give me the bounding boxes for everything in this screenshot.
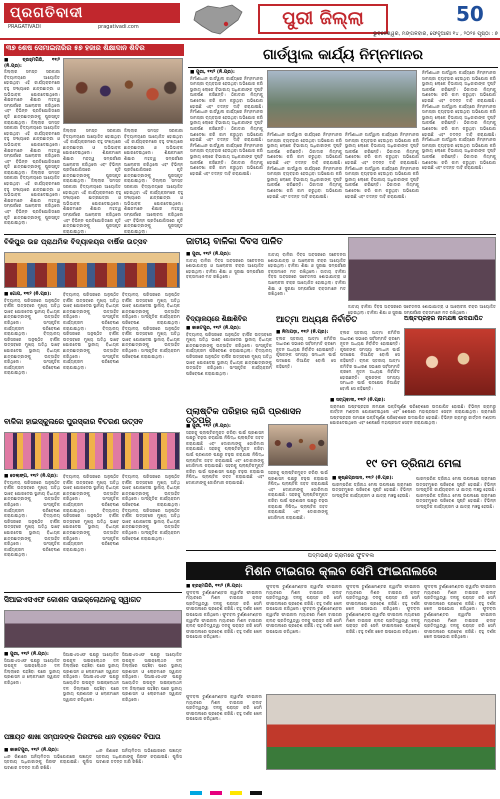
byline: ■ ଡେଲାଙ୍ଗ, ୧୧ା୨ (ନି.ପ୍ର): — [4, 474, 58, 479]
article-column — [267, 132, 342, 232]
article-column — [63, 128, 121, 234]
article-text: ସିଆଇଏସଏଫ ପକ୍ଷରୁ ଆୟୋଜିତ ଉପକୂଳ ସାଇକ୍ଲୋଥନ ଦଳ ଜିଲ୍ଲାରେ ପହଞ୍ଚିବା ପରେ ସ୍ଥାନୀୟ ପ୍ରଶାସନ ଓ ଲୋକମାନେ ସ୍ୱାଗତ କରିଥିଲେ। — [63, 674, 119, 702]
byline: ■ ପୁରୀ, ୧୧ା୨ (ନି.ପ୍ର): — [186, 252, 231, 257]
top-left-headline: ୩୭ ଶେଷ ସେମାଇନାରିର ୫୭ ହଜାର ଶିକ୍ଷାଦାନ ଶିବିର — [6, 44, 145, 52]
article-text: ନିର୍ମାଣାଧୀନ ଗାର୍ଡୱାଲ କାର୍ଯ୍ୟରେ ନିମ୍ନମାନର ସାମଗ୍ରୀ ବ୍ୟବହାର ହେଉଥିବା ଅଭିଯୋଗ କରି ସ୍ଥାନୀୟ ଲୋକେ ବିଭାଗୀୟ ଅଧିକାରୀଙ୍କ ଦୃଷ୍ଟି ଆକର୍ଷଣ କରିଛନ୍ତି। ଠିକାଦାର ନିୟମକୁ ଅଣଦେଖା କରି କାମ କରୁଥିବା ଅଭିଯୋଗ ହୋଇଛି ଏବଂ ତଦନ୍ତ ଦାବି କରାଯାଇଛି। — [190, 142, 263, 176]
photo-guardwall — [267, 70, 417, 128]
caption-text: ଜାତୀୟ ବାଳିକା ଦିବସ ଅବସରରେ ସଚେତନତା ଶୋଭାଯାତ୍ରା ଓ ଆଲୋଚନା ଚକ୍ର ଆୟୋଜିତ ହୋଇଥିଲା। ବାଳିକା ଶିକ୍ଷା ଓ ସୁରକ୍ଷା ସମ୍ପର୍କରେ ବକ୍ତାମାନେ ମତ ରଖିଥିଲେ। — [348, 304, 496, 315]
byline: ■ କାକଟପୁର, ୧୧ା୨ (ନି.ପ୍ର): — [186, 326, 241, 331]
article-text: ଜିଲ୍ଲାର ସମସ୍ତ ସରକାରୀ ବିଦ୍ୟାଳୟରେ ଆୟୋଜିତ ହୋଇଥିବା ଏହି କାର୍ଯ୍ୟକ୍ରମରେ ବହୁ ସଂଖ୍ୟାରେ ଛାତ୍ରଛାତ୍ରୀ ଓ ଅଭିଭାବକ ଯୋଗଦେଇଥିଲେ। ଶିକ୍ଷକମାନେ ଶିକ୍ଷାର ମହତ୍ୱ ସମ୍ପର୍କରେ ଆଲୋଚନା କରିଥିଲେ ଏବଂ ବିଭିନ୍ନ ପ୍ରତିଯୋଗିତାରେ କୃତି ଛାତ୍ରଛାତ୍ରୀଙ୍କୁ ପୁରସ୍କୃତ କରାଯାଇଥିଲା। — [63, 178, 121, 234]
article-text: ବିଦ୍ୟାଳୟ ପରିସରରେ ଅନୁଷ୍ଠିତ ବାର୍ଷିକ ଉତ୍ସବରେ ମୁଖ୍ୟ ଅତିଥି ଭାବେ ଯୋଗଦେଇ ସ୍ଥାନୀୟ ବିଧାୟକ ଛାତ୍ରଛାତ୍ରୀଙ୍କୁ ଉତ୍ସାହିତ କରିଥିଲେ। ସାଂସ୍କୃତିକ କାର୍ଯ୍ୟକ୍ରମ ପରିବେଷଣ କରାଯାଇଥିଲା। — [63, 474, 119, 513]
article-column — [424, 584, 496, 692]
article-text: ପାରମ୍ପରିକ ଡ୍ରିନାଥ ମେଳା ଉପଲକ୍ଷେ ଗ୍ରାମରେ ଉତ୍ସବମୁଖର ପରିବେଶ ସୃଷ୍ଟି ହୋଇଛି। ବିଭିନ୍ନ ସାଂସ୍କୃତିକ କାର୍ଯ୍ୟକ୍ରମ ଓ ଯାତ୍ରା ମଞ୍ଚସ୍ଥ ହେଉଛି। — [416, 476, 496, 493]
girl-child-day-headline: ଜାତୀୟ ବାଳିକା ଦିବସ ପାଳିତ — [186, 237, 283, 247]
article-column — [122, 652, 182, 730]
article-text: ସିଆଇଏସଏଫ ପକ୍ଷରୁ ଆୟୋଜିତ ଉପକୂଳ ସାଇକ୍ଲୋଥନ ଦଳ ଜିଲ୍ଲାରେ ପହଞ୍ଚିବା ପରେ ସ୍ଥାନୀୟ ପ୍ରଶାସନ ଓ ଲୋକମାନେ ସ୍ୱାଗତ କରିଥିଲେ। — [63, 652, 119, 680]
article-column — [4, 292, 60, 416]
article-text: ସହରକୁ ପ୍ଲାଷ୍ଟିକମୁକ୍ତ କରିବା ପାଇଁ ପ୍ରଶାସନ ପକ୍ଷରୁ ଚଢ଼ଉ କରାଯାଇ ନିଷିଦ୍ଧ ପ୍ଲାଷ୍ଟିକ ଜବତ କରାଯାଇଛି ଏବଂ ଦୋକାନୀଙ୍କୁ ଜୋରିମାନା କରାଯାଇଛି। — [268, 492, 328, 520]
article-column — [63, 652, 119, 730]
article-column — [96, 748, 182, 780]
article-text: ପାରମ୍ପରିକ ଡ୍ରିନାଥ ମେଳା ଉପଲକ୍ଷେ ଗ୍ରାମରେ ଉତ୍ସବମୁଖର ପରିବେଶ ସୃଷ୍ଟି ହୋଇଛି। ବିଭିନ୍ନ ସାଂସ୍କୃତିକ କାର୍ଯ୍ୟକ୍ରମ ଓ ଯାତ୍ରା ମଞ୍ଚସ୍ଥ ହେଉଛି। — [332, 481, 412, 498]
article-text: ସିଆଇଏସଏଫ ପକ୍ଷରୁ ଆୟୋଜିତ ଉପକୂଳ ସାଇକ୍ଲୋଥନ ଦଳ ଜିଲ୍ଲାରେ ପହଞ୍ଚିବା ପରେ ସ୍ଥାନୀୟ ପ୍ରଶାସନ ଓ ଲୋକମାନେ ସ୍ୱାଗତ କରିଥିଲେ। — [122, 674, 182, 702]
bottom-headline: ପଞ୍ଚାୟତ ଶାଖା ସମ୍ପାଦଙ୍କ ଗିରଫରେ ଧାନ ବ୍ରାକେଟ ବିଘାତା — [4, 733, 161, 741]
article-text: ସହରକୁ ପ୍ଲାଷ୍ଟିକମୁକ୍ତ କରିବା ପାଇଁ ପ୍ରଶାସନ ପକ୍ଷରୁ ଚଢ଼ଉ କରାଯାଇ ନିଷିଦ୍ଧ ପ୍ଲାଷ୍ଟିକ ଜବତ କରାଯାଇଛି ଏବଂ ଦୋକାନୀଙ୍କୁ ଜୋରିମାନା କରାଯାଇଛି। — [186, 429, 264, 452]
article-text: ବିଦ୍ୟାଳୟ ପରିସରରେ ଅନୁଷ୍ଠିତ ବାର୍ଷିକ ଉତ୍ସବରେ ମୁଖ୍ୟ ଅତିଥି ଭାବେ ଯୋଗଦେଇ ସ୍ଥାନୀୟ ବିଧାୟକ ଛାତ୍ରଛାତ୍ରୀଙ୍କୁ ଉତ୍ସାହିତ କରିଥିଲେ। ସାଂସ୍କୃତିକ କାର୍ଯ୍ୟକ୍ରମ ପରିବେଷଣ କରାଯାଇଥିଲା। — [122, 507, 180, 541]
article-column — [63, 292, 119, 416]
article-text: ନିର୍ମାଣାଧୀନ ଗାର୍ଡୱାଲ କାର୍ଯ୍ୟରେ ନିମ୍ନମାନର ସାମଗ୍ରୀ ବ୍ୟବହାର ହେଉଥିବା ଅଭିଯୋଗ କରି ସ୍ଥାନୀୟ ଲୋକେ ବିଭାଗୀୟ ଅଧିକାରୀଙ୍କ ଦୃଷ୍ଟି ଆକର୍ଷଣ କରିଛନ୍ତି। ଠିକାଦାର ନିୟମକୁ ଅଣଦେଖା କରି କାମ କରୁଥିବା ଅଭିଯୋଗ ହୋଇଛି ଏବଂ ତଦନ୍ତ ଦାବି କରାଯାଇଛି। — [422, 103, 496, 137]
article-text: ଗ୍ରାମରେ ଅଷ୍ଟପ୍ରହର ନାମଯଜ୍ଞ ଭକ୍ତିପୂର୍ଣ୍ଣ ପରିବେଶରେ ଉଦଯାପିତ ହୋଇଛି। ବିଭିନ୍ନ ଗ୍ରାମରୁ କୀର୍ତ୍ତନ ମଣ୍ଡଳୀ ଯୋଗଦେଇଥିଲେ ଏବଂ ଶେଷରେ ମହାପ୍ରସାଦ ସେବନ କରାଯାଇଥିଲା। — [330, 409, 496, 426]
article-column — [4, 652, 60, 730]
article-column — [4, 58, 60, 230]
article-text: ବ୍ଲକ ସ୍ତରୀୟ ଆତ୍ମା କମିଟିର ସାଧାରଣ ସଭାରେ ସର୍ବସମ୍ମତି କ୍ରମେ ନୂତନ ଅଧ୍ୟକ୍ଷ ନିର୍ବାଚିତ ହୋଇଛନ୍ତି। କୃଷକଙ୍କ ସମସ୍ୟା ସମାଧାନ ପାଇଁ ପଦକ୍ଷେପ ନିଆଯିବ ବୋଲି ସେ କହିଛନ୍ତି। — [276, 335, 336, 369]
mid-left-headline: ବିକିପୁର ଉଚ୍ଚ ପ୍ରାଥମିକ ବିଦ୍ୟାଳୟର ବାର୍ଷିକ ଉତ୍ସବ — [4, 237, 148, 246]
byline: ■ ଗୋପ, ୧୧ା୨ (ନି.ପ୍ର): — [4, 292, 52, 297]
mission-tiger-headline: ମିଶନ ଟାଇଗର କ୍ଲବ ସେମି ଫାଇନାଲରେ — [186, 562, 496, 580]
photo-annual-function — [4, 252, 180, 288]
article-text: ବିଦ୍ୟାଳୟ ପରିସରରେ ଅନୁଷ୍ଠିତ ବାର୍ଷିକ ଉତ୍ସବରେ ମୁଖ୍ୟ ଅତିଥି ଭାବେ ଯୋଗଦେଇ ସ୍ଥାନୀୟ ବିଧାୟକ ଛାତ୍ରଛାତ୍ରୀଙ୍କୁ ଉତ୍ସାହିତ କରିଥିଲେ। ସାଂସ୍କୃତିକ କାର୍ଯ୍ୟକ୍ରମ ପରିବେଷଣ କରାଯାଇଥିଲା। — [63, 325, 119, 370]
article-text: ଗ୍ରାମରେ ଅଷ୍ଟପ୍ରହର ନାମଯଜ୍ଞ ଭକ୍ତିପୂର୍ଣ୍ଣ ପରିବେଶରେ ଉଦଯାପିତ ହୋଇଛି। ବିଭିନ୍ନ ଗ୍ରାମରୁ କୀର୍ତ୍ତନ ମଣ୍ଡଳୀ ଯୋଗଦେଇଥିଲେ ଏବଂ ଶେଷରେ ମହାପ୍ରସାଦ ସେବନ କରାଯାଇଥିଲା। — [330, 403, 496, 415]
newspaper-logo: ପ୍ରଗତିବାଦୀ — [4, 3, 180, 23]
section-divider — [186, 550, 496, 551]
article-text: ନିର୍ମାଣାଧୀନ ଗାର୍ଡୱାଲ କାର୍ଯ୍ୟରେ ନିମ୍ନମାନର ସାମଗ୍ରୀ ବ୍ୟବହାର ହେଉଥିବା ଅଭିଯୋଗ କରି ସ୍ଥାନୀୟ ଲୋକେ ବିଭାଗୀୟ ଅଧିକାରୀଙ୍କ ଦୃଷ୍ଟି ଆକର୍ଷଣ କରିଛନ୍ତି। ଠିକାଦାର ନିୟମକୁ ଅଣଦେଖା କରି କାମ କରୁଥିବା ଅଭିଯୋଗ ହୋଇଛି ଏବଂ ତଦନ୍ତ ଦାବି କରାଯାଇଛି। — [422, 70, 496, 103]
byline: ■ ବ୍ରହ୍ମଗିରି, ୧୧ା୨ (ନି.ପ୍ର): — [186, 584, 243, 589]
article-column — [186, 584, 262, 692]
article-column — [124, 128, 183, 234]
article-column — [422, 70, 496, 232]
byline: ■ ବ୍ରହ୍ମଗିରି, ୧୧ା୨ (ନି.ପ୍ର): — [4, 58, 60, 69]
article-column — [122, 474, 180, 590]
article-text: ଫୁଟବଲ ଟୁର୍ଣ୍ଣାମେଣ୍ଟର କ୍ୱାର୍ଟର ଫାଇନାଲ ମ୍ୟାଚରେ ମିଶନ ଟାଇଗର କ୍ଲବ ପ୍ରତିଦ୍ୱନ୍ଦ୍ୱୀ ଦଳକୁ ପରାସ୍ତ କରି ସେମି ଫାଇନାଲରେ ପ୍ରବେଶ କରିଛି। ବହୁ ଦର୍ଶକ ଖେଳ ଉପଭୋଗ କରିଥିଲେ। — [186, 694, 262, 722]
article-column — [345, 132, 419, 232]
article-text: ବ୍ଲକ ସ୍ତରୀୟ ଆତ୍ମା କମିଟିର ସାଧାରଣ ସଭାରେ ସର୍ବସମ୍ମତି କ୍ରମେ ନୂତନ ଅଧ୍ୟକ୍ଷ ନିର୍ବାଚିତ ହୋଇଛନ୍ତି। କୃଷକଙ୍କ ସମସ୍ୟା ସମାଧାନ ପାଇଁ ପଦକ୍ଷେପ ନିଆଯିବ ବୋଲି ସେ କହିଛନ୍ତି। — [340, 330, 400, 363]
section-divider — [4, 592, 182, 593]
photo-namayajna — [404, 328, 496, 396]
article-text: ଫୁଟବଲ ଟୁର୍ଣ୍ଣାମେଣ୍ଟର କ୍ୱାର୍ଟର ଫାଇନାଲ ମ୍ୟାଚରେ ମିଶନ ଟାଇଗର କ୍ଲବ ପ୍ରତିଦ୍ୱନ୍ଦ୍ୱୀ ଦଳକୁ ପରାସ୍ତ କରି ସେମି ଫାଇନାଲରେ ପ୍ରବେଶ କରିଛି। ବହୁ ଦର୍ଶକ ଖେଳ ଉପଭୋଗ କରିଥିଲେ। — [186, 611, 262, 640]
byline: ■ ପୁରୀ, ୧୧ା୨ (ନି.ପ୍ର): — [186, 424, 231, 429]
ashtaprahar-headline: ଅଷ୍ଟପ୍ରହର ନାମଯଜ୍ଞ ଉଦଯାପିତ — [404, 315, 484, 322]
article-column — [186, 326, 272, 404]
anniversary-number: 50 — [456, 2, 484, 26]
article-text: ଫୁଟବଲ ଟୁର୍ଣ୍ଣାମେଣ୍ଟର କ୍ୱାର୍ଟର ଫାଇନାଲ ମ୍ୟାଚରେ ମିଶନ ଟାଇଗର କ୍ଲବ ପ୍ରତିଦ୍ୱନ୍ଦ୍ୱୀ ଦଳକୁ ପରାସ୍ତ କରି ସେମି ଫାଇନାଲରେ ପ୍ରବେଶ କରିଛି। ବହୁ ଦର୍ଶକ ଖେଳ ଉପଭୋଗ କରିଥିଲେ। — [266, 584, 342, 612]
logo-subtitle: PRAGATIVADI — [8, 24, 41, 30]
photo-cyclothon — [4, 610, 182, 648]
article-text: ବିଦ୍ୟାଳୟ ପରିସରରେ ଅନୁଷ୍ଠିତ ବାର୍ଷିକ ଉତ୍ସବରେ ମୁଖ୍ୟ ଅତିଥି ଭାବେ ଯୋଗଦେଇ ସ୍ଥାନୀୟ ବିଧାୟକ ଛାତ୍ରଛାତ୍ରୀଙ୍କୁ ଉତ୍ସାହିତ କରିଥିଲେ। ସାଂସ୍କୃତିକ କାର୍ଯ୍ୟକ୍ରମ ପରିବେଷଣ କରାଯାଇଥିଲା। — [186, 348, 272, 376]
district-title: ପୁରୀ ଜିଲ୍ଲା — [258, 4, 388, 34]
article-column — [186, 252, 264, 312]
anniversary-badge — [446, 1, 494, 27]
cisf-headline: ସିଆଇଏସଏଫ କୋଶଳ ସାଇକ୍ଲୋଥନକୁ ସ୍ୱାଗତ — [4, 595, 142, 604]
article-column — [346, 584, 420, 692]
article-text: ପାରମ୍ପରିକ ଡ୍ରିନାଥ ମେଳା ଉପଲକ୍ଷେ ଗ୍ରାମରେ ଉତ୍ସବମୁଖର ପରିବେଶ ସୃଷ୍ଟି ହୋଇଛି। ବିଭିନ୍ନ ସାଂସ୍କୃତିକ କାର୍ଯ୍ୟକ୍ରମ ଓ ଯାତ୍ରା ମଞ୍ଚସ୍ଥ ହେଉଛି। — [416, 492, 496, 509]
article-text: ବିଦ୍ୟାଳୟ ପରିସରରେ ଅନୁଷ୍ଠିତ ବାର୍ଷିକ ଉତ୍ସବରେ ମୁଖ୍ୟ ଅତିଥି ଭାବେ ଯୋଗଦେଇ ସ୍ଥାନୀୟ ବିଧାୟକ ଛାତ୍ରଛାତ୍ରୀଙ୍କୁ ଉତ୍ସାହିତ କରିଥିଲେ। ସାଂସ୍କୃତିକ କାର୍ଯ୍ୟକ୍ରମ ପରିବେଷଣ କରାଯାଇଥିଲା। — [122, 325, 180, 359]
byline: ■ ପୁରୀ, ୧୧ା୨ (ନି.ପ୍ର): — [190, 70, 235, 75]
article-text: ନିର୍ମାଣାଧୀନ ଗାର୍ଡୱାଲ କାର୍ଯ୍ୟରେ ନିମ୍ନମାନର ସାମଗ୍ରୀ ବ୍ୟବହାର ହେଉଥିବା ଅଭିଯୋଗ କରି ସ୍ଥାନୀୟ ଲୋକେ ବିଭାଗୀୟ ଅଧିକାରୀଙ୍କ ଦୃଷ୍ଟି ଆକର୍ଷଣ କରିଛନ୍ତି। ଠିକାଦାର ନିୟମକୁ ଅଣଦେଖା କରି କାମ କରୁଥିବା ଅଭିଯୋଗ ହୋଇଛି ଏବଂ ତଦନ୍ତ ଦାବି କରାଯାଇଛି। — [267, 132, 342, 165]
dateline: ଭୁବନେଶ୍ୱର, ମଙ୍ଗଳବାର, ଫେବୃଆରୀ ୧୪ , ୨୦୨୫ ପୃଷ୍ଠା : ୭ — [373, 31, 498, 37]
article-text: ଫୁଟବଲ ଟୁର୍ଣ୍ଣାମେଣ୍ଟର କ୍ୱାର୍ଟର ଫାଇନାଲ ମ୍ୟାଚରେ ମିଶନ ଟାଇଗର କ୍ଲବ ପ୍ରତିଦ୍ୱନ୍ଦ୍ୱୀ ଦଳକୁ ପରାସ୍ତ କରି ସେମି ଫାଇନାଲରେ ପ୍ରବେଶ କରିଛି। ବହୁ ଦର୍ଶକ ଖେଳ ଉପଭୋଗ କରିଥିଲେ। — [266, 606, 342, 634]
football-kicker: ପଦ୍ମଭଣ୍ଡ ଗ୍ରାମରେ ଫୁଟବଲ — [307, 553, 375, 559]
odisha-map-icon — [190, 2, 246, 38]
article-text: ଫୁଟବଲ ଟୁର୍ଣ୍ଣାମେଣ୍ଟର କ୍ୱାର୍ଟର ଫାଇନାଲ ମ୍ୟାଚରେ ମିଶନ ଟାଇଗର କ୍ଲବ ପ୍ରତିଦ୍ୱନ୍ଦ୍ୱୀ ଦଳକୁ ପରାସ୍ତ କରି ସେମି ଫାଇନାଲରେ ପ୍ରବେଶ କରିଛି। ବହୁ ଦର୍ଶକ ଖେଳ ଉପଭୋଗ କରିଥିଲେ। — [424, 606, 496, 640]
article-text: ବିଦ୍ୟାଳୟ ପରିସରରେ ଅନୁଷ୍ଠିତ ବାର୍ଷିକ ଉତ୍ସବରେ ମୁଖ୍ୟ ଅତିଥି ଭାବେ ଯୋଗଦେଇ ସ୍ଥାନୀୟ ବିଧାୟକ ଛାତ୍ରଛାତ୍ରୀଙ୍କୁ ଉତ୍ସାହିତ କରିଥିଲେ। ସାଂସ୍କୃତିକ କାର୍ଯ୍ୟକ୍ରମ ପରିବେଷଣ କରାଯାଇଥିଲା। — [122, 292, 180, 325]
article-text: ବିଦ୍ୟାଳୟ ପରିସରରେ ଅନୁଷ୍ଠିତ ବାର୍ଷିକ ଉତ୍ସବରେ ମୁଖ୍ୟ ଅତିଥି ଭାବେ ଯୋଗଦେଇ ସ୍ଥାନୀୟ ବିଧାୟକ ଛାତ୍ରଛାତ୍ରୀଙ୍କୁ ଉତ୍ସାହିତ କରିଥିଲେ। ସାଂସ୍କୃତିକ କାର୍ଯ୍ୟକ୍ରମ ପରିବେଷଣ କରାଯାଇଥିଲା। — [63, 507, 119, 552]
article-text: ସହରକୁ ପ୍ଲାଷ୍ଟିକମୁକ୍ତ କରିବା ପାଇଁ ପ୍ରଶାସନ ପକ୍ଷରୁ ଚଢ଼ଉ କରାଯାଇ ନିଷିଦ୍ଧ ପ୍ଲାଷ୍ଟିକ ଜବତ କରାଯାଇଛି ଏବଂ ଦୋକାନୀଙ୍କୁ ଜୋରିମାନା କରାଯାଇଛି। — [186, 446, 264, 469]
article-text: ନିର୍ମାଣାଧୀନ ଗାର୍ଡୱାଲ କାର୍ଯ୍ୟରେ ନିମ୍ନମାନର ସାମଗ୍ରୀ ବ୍ୟବହାର ହେଉଥିବା ଅଭିଯୋଗ କରି ସ୍ଥାନୀୟ ଲୋକେ ବିଭାଗୀୟ ଅଧିକାରୀଙ୍କ ଦୃଷ୍ଟି ଆକର୍ଷଣ କରିଛନ୍ତି। ଠିକାଦାର ନିୟମକୁ ଅଣଦେଖା କରି କାମ କରୁଥିବା ଅଭିଯୋଗ ହୋଇଛି ଏବଂ ତଦନ୍ତ ଦାବି କରାଯାଇଛି। — [422, 137, 496, 171]
article-text: ନିର୍ମାଣାଧୀନ ଗାର୍ଡୱାଲ କାର୍ଯ୍ୟରେ ନିମ୍ନମାନର ସାମଗ୍ରୀ ବ୍ୟବହାର ହେଉଥିବା ଅଭିଯୋଗ କରି ସ୍ଥାନୀୟ ଲୋକେ ବିଭାଗୀୟ ଅଧିକାରୀଙ୍କ ଦୃଷ୍ଟି ଆକର୍ଷଣ କରିଛନ୍ତି। ଠିକାଦାର ନିୟମକୁ ଅଣଦେଖା କରି କାମ କରୁଥିବା ଅଭିଯୋଗ ହୋଇଛି ଏବଂ ତଦନ୍ତ ଦାବି କରାଯାଇଛି। — [190, 109, 263, 143]
article-text: ଜିଲ୍ଲାର ସମସ୍ତ ସରକାରୀ ବିଦ୍ୟାଳୟରେ ଆୟୋଜିତ ହୋଇଥିବା ଏହି କାର୍ଯ୍ୟକ୍ରମରେ ବହୁ ସଂଖ୍ୟାରେ ଛାତ୍ରଛାତ୍ରୀ ଓ ଅଭିଭାବକ ଯୋଗଦେଇଥିଲେ। ଶିକ୍ଷକମାନେ ଶିକ୍ଷାର ମହତ୍ୱ ସମ୍ପର୍କରେ ଆଲୋଚନା କରିଥିଲେ ଏବଂ ବିଭିନ୍ନ ପ୍ରତିଯୋଗିତାରେ କୃତି ଛାତ୍ରଛାତ୍ରୀଙ୍କୁ ପୁରସ୍କୃତ କରାଯାଇଥିଲା। — [63, 128, 121, 184]
article-text: ବିଦ୍ୟାଳୟ ପରିସରରେ ଅନୁଷ୍ଠିତ ବାର୍ଷିକ ଉତ୍ସବରେ ମୁଖ୍ୟ ଅତିଥି ଭାବେ ଯୋଗଦେଇ ସ୍ଥାନୀୟ ବିଧାୟକ ଛାତ୍ରଛାତ୍ରୀଙ୍କୁ ଉତ୍ସାହିତ କରିଥିଲେ। ସାଂସ୍କୃତିକ କାର୍ଯ୍ୟକ୍ରମ ପରିବେଷଣ କରାଯାଇଥିଲା। — [63, 292, 119, 331]
girls-school-headline: ବାଳିକା ହାଇସ୍କୁଲରେ ପୁରସ୍କାର ବିତରଣ ଉତ୍ସବ — [4, 417, 144, 426]
school-camp-headline: ବିଦ୍ୟାଳୟରେ ଶିକ୍ଷାଶିବିର — [186, 315, 247, 323]
photo-football-team — [266, 694, 496, 770]
photo-seminar — [63, 58, 183, 124]
article-text: ଫୁଟବଲ ଟୁର୍ଣ୍ଣାମେଣ୍ଟର କ୍ୱାର୍ଟର ଫାଇନାଲ ମ୍ୟାଚରେ ମିଶନ ଟାଇଗର କ୍ଲବ ପ୍ରତିଦ୍ୱନ୍ଦ୍ୱୀ ଦଳକୁ ପରାସ୍ତ କରି ସେମି ଫାଇନାଲରେ ପ୍ରବେଶ କରିଛି। ବହୁ ଦର୍ଶକ ଖେଳ ଉପଭୋଗ କରିଥିଲେ। — [346, 606, 420, 634]
article-column — [266, 584, 342, 692]
article-text: ସହରକୁ ପ୍ଲାଷ୍ଟିକମୁକ୍ତ କରିବା ପାଇଁ ପ୍ରଶାସନ ପକ୍ଷରୁ ଚଢ଼ଉ କରାଯାଇ ନିଷିଦ୍ଧ ପ୍ଲାଷ୍ଟିକ ଜବତ କରାଯାଇଛି ଏବଂ ଦୋକାନୀଙ୍କୁ ଜୋରିମାନା କରାଯାଇଛି। — [268, 470, 328, 498]
divider — [188, 67, 498, 68]
photo-girl-child-day — [348, 237, 496, 301]
article-text: ଜିଲ୍ଲାର ସମସ୍ତ ସରକାରୀ ବିଦ୍ୟାଳୟରେ ଆୟୋଜିତ ହୋଇଥିବା ଏହି କାର୍ଯ୍ୟକ୍ରମରେ ବହୁ ସଂଖ୍ୟାରେ ଛାତ୍ରଛାତ୍ରୀ ଓ ଅଭିଭାବକ ଯୋଗଦେଇଥିଲେ। ଶିକ୍ଷକମାନେ ଶିକ୍ଷାର ମହତ୍ୱ ସମ୍ପର୍କରେ ଆଲୋଚନା କରିଥିଲେ ଏବଂ ବିଭିନ୍ନ ପ୍ରତିଯୋଗିତାରେ କୃତି ଛାତ୍ରଛାତ୍ରୀଙ୍କୁ ପୁରସ୍କୃତ କରାଯାଇଥିଲା। — [4, 69, 60, 125]
article-text: ସିଆଇଏସଏଫ ପକ୍ଷରୁ ଆୟୋଜିତ ଉପକୂଳ ସାଇକ୍ଲୋଥନ ଦଳ ଜିଲ୍ଲାରେ ପହଞ୍ଚିବା ପରେ ସ୍ଥାନୀୟ ପ୍ରଶାସନ ଓ ଲୋକମାନେ ସ୍ୱାଗତ କରିଥିଲେ। — [4, 657, 60, 685]
article-text: ବ୍ଲକ ସ୍ତରୀୟ ଆତ୍ମା କମିଟିର ସାଧାରଣ ସଭାରେ ସର୍ବସମ୍ମତି କ୍ରମେ ନୂତନ ଅଧ୍ୟକ୍ଷ ନିର୍ବାଚିତ ହୋଇଛନ୍ତି। କୃଷକଙ୍କ ସମସ୍ୟା ସମାଧାନ ପାଇଁ ପଦକ୍ଷେପ ନିଆଯିବ ବୋଲି ସେ କହିଛନ୍ତି। — [340, 357, 400, 391]
article-text: ବିଦ୍ୟାଳୟ ପରିସରରେ ଅନୁଷ୍ଠିତ ବାର୍ଷିକ ଉତ୍ସବରେ ମୁଖ୍ୟ ଅତିଥି ଭାବେ ଯୋଗଦେଇ ସ୍ଥାନୀୟ ବିଧାୟକ ଛାତ୍ରଛାତ୍ରୀଙ୍କୁ ଉତ୍ସାହିତ କରିଥିଲେ। ସାଂସ୍କୃତିକ କାର୍ଯ୍ୟକ୍ରମ ପରିବେଷଣ କରାଯାଇଥିଲା। — [4, 297, 60, 337]
atma-headline: ଆତ୍ମା ଅଧ୍ୟକ୍ଷ ନିର୍ବାଚିତ — [276, 315, 358, 325]
photo-prize-distribution — [4, 432, 180, 470]
byline: ■ ସତ୍ୟବାଦୀ, ୧୧ା୨ (ନି.ପ୍ର): — [330, 398, 386, 403]
byline: ■ ନିମାପଡ଼ା, ୧୧ା୨ (ନି.ପ୍ର): — [276, 330, 329, 335]
article-column — [330, 398, 496, 456]
article-text: ଫୁଟବଲ ଟୁର୍ଣ୍ଣାମେଣ୍ଟର କ୍ୱାର୍ଟର ଫାଇନାଲ ମ୍ୟାଚରେ ମିଶନ ଟାଇଗର କ୍ଲବ ପ୍ରତିଦ୍ୱନ୍ଦ୍ୱୀ ଦଳକୁ ପରାସ୍ତ କରି ସେମି ଫାଇନାଲରେ ପ୍ରବେଶ କରିଛି। ବହୁ ଦର୍ଶକ ଖେଳ ଉପଭୋଗ କରିଥିଲେ। — [186, 589, 262, 617]
article-column — [416, 476, 496, 546]
byline: ■ କୃଷ୍ଣପ୍ରସାଦ, ୧୧ା୨ (ନି.ପ୍ର): — [332, 476, 394, 481]
article-text: ଜିଲ୍ଲାର ସମସ୍ତ ସରକାରୀ ବିଦ୍ୟାଳୟରେ ଆୟୋଜିତ ହୋଇଥିବା ଏହି କାର୍ଯ୍ୟକ୍ରମରେ ବହୁ ସଂଖ୍ୟାରେ ଛାତ୍ରଛାତ୍ରୀ ଓ ଅଭିଭାବକ ଯୋଗଦେଇଥିଲେ। ଶିକ୍ଷକମାନେ ଶିକ୍ଷାର ମହତ୍ୱ ସମ୍ପର୍କରେ ଆଲୋଚନା କରିଥିଲେ ଏବଂ ବିଭିନ୍ନ ପ୍ରତିଯୋଗିତାରେ କୃତି ଛାତ୍ରଛାତ୍ରୀଙ୍କୁ ପୁରସ୍କୃତ କରାଯାଇଥିଲା। — [124, 128, 183, 184]
article-column — [4, 474, 60, 590]
article-column — [122, 292, 180, 416]
article-text: ନିର୍ମାଣାଧୀନ ଗାର୍ଡୱାଲ କାର୍ଯ୍ୟରେ ନିମ୍ନମାନର ସାମଗ୍ରୀ ବ୍ୟବହାର ହେଉଥିବା ଅଭିଯୋଗ କରି ସ୍ଥାନୀୟ ଲୋକେ ବିଭାଗୀୟ ଅଧିକାରୀଙ୍କ ଦୃଷ୍ଟି ଆକର୍ଷଣ କରିଛନ୍ତି। ଠିକାଦାର ନିୟମକୁ ଅଣଦେଖା କରି କାମ କରୁଥିବା ଅଭିଯୋଗ ହୋଇଛି ଏବଂ ତଦନ୍ତ ଦାବି କରାଯାଇଛି। — [190, 75, 263, 109]
color-registration-marks — [190, 780, 270, 799]
article-text: ଜାତୀୟ ବାଳିକା ଦିବସ ଅବସରରେ ସଚେତନତା ଶୋଭାଯାତ୍ରା ଓ ଆଲୋଚନା ଚକ୍ର ଆୟୋଜିତ ହୋଇଥିଲା। ବାଳିକା ଶିକ୍ଷା ଓ ସୁରକ୍ଷା ସମ୍ପର୍କରେ ବକ୍ତାମାନେ ମତ ରଖିଥିଲେ। — [268, 268, 346, 297]
article-column — [4, 748, 92, 780]
article-text: ଜିଲ୍ଲାର ସମସ୍ତ ସରକାରୀ ବିଦ୍ୟାଳୟରେ ଆୟୋଜିତ ହୋଇଥିବା ଏହି କାର୍ଯ୍ୟକ୍ରମରେ ବହୁ ସଂଖ୍ୟାରେ ଛାତ୍ରଛାତ୍ରୀ ଓ ଅଭିଭାବକ ଯୋଗଦେଇଥିଲେ। ଶିକ୍ଷକମାନେ ଶିକ୍ଷାର ମହତ୍ୱ ସମ୍ପର୍କରେ ଆଲୋଚନା କରିଥିଲେ ଏବଂ ବିଭିନ୍ନ ପ୍ରତିଯୋଗିତାରେ କୃତି ଛାତ୍ରଛାତ୍ରୀଙ୍କୁ ପୁରସ୍କୃତ କରାଯାଇଥିଲା। — [124, 178, 183, 234]
article-text: ଜିଲ୍ଲାର ସମସ୍ତ ସରକାରୀ ବିଦ୍ୟାଳୟରେ ଆୟୋଜିତ ହୋଇଥିବା ଏହି କାର୍ଯ୍ୟକ୍ରମରେ ବହୁ ସଂଖ୍ୟାରେ ଛାତ୍ରଛାତ୍ରୀ ଓ ଅଭିଭାବକ ଯୋଗଦେଇଥିଲେ। ଶିକ୍ଷକମାନେ ଶିକ୍ଷାର ମହତ୍ୱ ସମ୍ପର୍କରେ ଆଲୋଚନା କରିଥିଲେ ଏବଂ ବିଭିନ୍ନ ପ୍ରତିଯୋଗିତାରେ କୃତି ଛାତ୍ରଛାତ୍ରୀଙ୍କୁ ପୁରସ୍କୃତ କରାଯାଇଥିଲା। — [4, 169, 60, 226]
article-text: ସିଆଇଏସଏଫ ପକ୍ଷରୁ ଆୟୋଜିତ ଉପକୂଳ ସାଇକ୍ଲୋଥନ ଦଳ ଜିଲ୍ଲାରେ ପହଞ୍ଚିବା ପରେ ସ୍ଥାନୀୟ ପ୍ରଶାସନ ଓ ଲୋକମାନେ ସ୍ୱାଗତ କରିଥିଲେ। — [122, 652, 182, 680]
article-column — [268, 252, 346, 312]
article-column — [340, 330, 400, 404]
article-text: ସହରକୁ ପ୍ଲାଷ୍ଟିକମୁକ୍ତ କରିବା ପାଇଁ ପ୍ରଶାସନ ପକ୍ଷରୁ ଚଢ଼ଉ କରାଯାଇ ନିଷିଦ୍ଧ ପ୍ଲାଷ୍ଟିକ ଜବତ କରାଯାଇଛି ଏବଂ ଦୋକାନୀଙ୍କୁ ଜୋରିମାନା କରାଯାଇଛି। — [186, 463, 264, 485]
section-divider — [4, 234, 496, 235]
article-text: ଫୁଟବଲ ଟୁର୍ଣ୍ଣାମେଣ୍ଟର କ୍ୱାର୍ଟର ଫାଇନାଲ ମ୍ୟାଚରେ ମିଶନ ଟାଇଗର କ୍ଲବ ପ୍ରତିଦ୍ୱନ୍ଦ୍ୱୀ ଦଳକୁ ପରାସ୍ତ କରି ସେମି ଫାଇନାଲରେ ପ୍ରବେଶ କରିଛି। ବହୁ ଦର୍ଶକ ଖେଳ ଉପଭୋଗ କରିଥିଲେ। — [346, 584, 420, 612]
article-text: ଫୁଟବଲ ଟୁର୍ଣ୍ଣାମେଣ୍ଟର କ୍ୱାର୍ଟର ଫାଇନାଲ ମ୍ୟାଚରେ ମିଶନ ଟାଇଗର କ୍ଲବ ପ୍ରତିଦ୍ୱନ୍ଦ୍ୱୀ ଦଳକୁ ପରାସ୍ତ କରି ସେମି ଫାଇନାଲରେ ପ୍ରବେଶ କରିଛି। ବହୁ ଦର୍ଶକ ଖେଳ ଉପଭୋଗ କରିଥିଲେ। — [424, 584, 496, 612]
article-text: ବିଦ୍ୟାଳୟ ପରିସରରେ ଅନୁଷ୍ଠିତ ବାର୍ଷିକ ଉତ୍ସବରେ ମୁଖ୍ୟ ଅତିଥି ଭାବେ ଯୋଗଦେଇ ସ୍ଥାନୀୟ ବିଧାୟକ ଛାତ୍ରଛାତ୍ରୀଙ୍କୁ ଉତ୍ସାହିତ କରିଥିଲେ। ସାଂସ୍କୃତିକ କାର୍ଯ୍ୟକ୍ରମ ପରିବେଷଣ କରାଯାଇଥିଲା। — [122, 474, 180, 507]
article-column — [268, 470, 328, 546]
article-column — [190, 70, 263, 232]
article-column — [186, 694, 262, 770]
article-column — [332, 476, 412, 546]
article-column — [186, 424, 264, 546]
article-text: ନିର୍ମାଣାଧୀନ ଗାର୍ଡୱାଲ କାର୍ଯ୍ୟରେ ନିମ୍ନମାନର ସାମଗ୍ରୀ ବ୍ୟବହାର ହେଉଥିବା ଅଭିଯୋଗ କରି ସ୍ଥାନୀୟ ଲୋକେ ବିଭାଗୀୟ ଅଧିକାରୀଙ୍କ ଦୃଷ୍ଟି ଆକର୍ଷଣ କରିଛନ୍ତି। ଠିକାଦାର ନିୟମକୁ ଅଣଦେଖା କରି କାମ କରୁଥିବା ଅଭିଯୋଗ ହୋଇଛି ଏବଂ ତଦନ୍ତ ଦାବି କରାଯାଇଛି। — [345, 132, 419, 165]
plastic-headline: ପ୍ଲାଷ୍ଟିକ ପରିହାର ଲାଗି ପ୍ରଶାସନ ତତ୍ପର — [186, 407, 302, 427]
article-text: ଜାତୀୟ ବାଳିକା ଦିବସ ଅବସରରେ ସଚେତନତା ଶୋଭାଯାତ୍ରା ଓ ଆଲୋଚନା ଚକ୍ର ଆୟୋଜିତ ହୋଇଥିଲା। ବାଳିକା ଶିକ୍ଷା ଓ ସୁରକ୍ଷା ସମ୍ପର୍କରେ ବକ୍ତାମାନେ ମତ ରଖିଥିଲେ। — [268, 252, 346, 274]
article-text: ଧାନ କିଣାରେ ଅନିୟମିତତା ଅଭିଯୋଗରେ ପଞ୍ଚାୟତ ସ୍ତରୀୟ ଅଧିକାରୀଙ୍କୁ ଗିରଫ କରାଯାଇଛି। ପୁଲିସ ଘଟଣାର ତଦନ୍ତ ଜାରି ରଖିଛି। — [96, 748, 182, 765]
mela-headline: ୧୯ ତମ ଡ୍ରିନାଥ ମେଳା — [366, 457, 462, 470]
main-headline: ଗାର୍ଡୱାଲ କାର୍ଯ୍ୟ ନିମ୍ନମାନର — [262, 47, 424, 63]
logo-url: pragativadi.com — [98, 24, 139, 30]
article-text: ନିର୍ମାଣାଧୀନ ଗାର୍ଡୱାଲ କାର୍ଯ୍ୟରେ ନିମ୍ନମାନର ସାମଗ୍ରୀ ବ୍ୟବହାର ହେଉଥିବା ଅଭିଯୋଗ କରି ସ୍ଥାନୀୟ ଲୋକେ ବିଭାଗୀୟ ଅଧିକାରୀଙ୍କ ଦୃଷ୍ଟି ଆକର୍ଷଣ କରିଛନ୍ତି। ଠିକାଦାର ନିୟମକୁ ଅଣଦେଖା କରି କାମ କରୁଥିବା ଅଭିଯୋଗ ହୋଇଛି ଏବଂ ତଦନ୍ତ ଦାବି କରାଯାଇଛି। — [267, 165, 342, 199]
article-column — [276, 330, 336, 404]
article-text: ଜିଲ୍ଲାର ସମସ୍ତ ସରକାରୀ ବିଦ୍ୟାଳୟରେ ଆୟୋଜିତ ହୋଇଥିବା ଏହି କାର୍ଯ୍ୟକ୍ରମରେ ବହୁ ସଂଖ୍ୟାରେ ଛାତ୍ରଛାତ୍ରୀ ଓ ଅଭିଭାବକ ଯୋଗଦେଇଥିଲେ। ଶିକ୍ଷକମାନେ ଶିକ୍ଷାର ମହତ୍ୱ ସମ୍ପର୍କରେ ଆଲୋଚନା କରିଥିଲେ ଏବଂ ବିଭିନ୍ନ ପ୍ରତିଯୋଗିତାରେ କୃତି ଛାତ୍ରଛାତ୍ରୀଙ୍କୁ ପୁରସ୍କୃତ କରାଯାଇଥିଲା। — [4, 119, 60, 175]
article-text: ନିର୍ମାଣାଧୀନ ଗାର୍ଡୱାଲ କାର୍ଯ୍ୟରେ ନିମ୍ନମାନର ସାମଗ୍ରୀ ବ୍ୟବହାର ହେଉଥିବା ଅଭିଯୋଗ କରି ସ୍ଥାନୀୟ ଲୋକେ ବିଭାଗୀୟ ଅଧିକାରୀଙ୍କ ଦୃଷ୍ଟି ଆକର୍ଷଣ କରିଛନ୍ତି। ଠିକାଦାର ନିୟମକୁ ଅଣଦେଖା କରି କାମ କରୁଥିବା ଅଭିଯୋଗ ହୋଇଛି ଏବଂ ତଦନ୍ତ ଦାବି କରାଯାଇଛି। — [345, 165, 419, 199]
article-column — [63, 474, 119, 590]
photo-plastic-drive — [268, 424, 328, 466]
article-text: ବିଦ୍ୟାଳୟ ପରିସରରେ ଅନୁଷ୍ଠିତ ବାର୍ଷିକ ଉତ୍ସବରେ ମୁଖ୍ୟ ଅତିଥି ଭାବେ ଯୋଗଦେଇ ସ୍ଥାନୀୟ ବିଧାୟକ ଛାତ୍ରଛାତ୍ରୀଙ୍କୁ ଉତ୍ସାହିତ କରିଥିଲେ। ସାଂସ୍କୃତିକ କାର୍ଯ୍ୟକ୍ରମ ପରିବେଷଣ କରାଯାଇଥିଲା। — [4, 331, 60, 376]
byline: ■ କାକଟପୁର, ୧୧ା୨ (ନି.ପ୍ର): — [4, 748, 59, 753]
article-text: ବିଦ୍ୟାଳୟ ପରିସରରେ ଅନୁଷ୍ଠିତ ବାର୍ଷିକ ଉତ୍ସବରେ ମୁଖ୍ୟ ଅତିଥି ଭାବେ ଯୋଗଦେଇ ସ୍ଥାନୀୟ ବିଧାୟକ ଛାତ୍ରଛାତ୍ରୀଙ୍କୁ ଉତ୍ସାହିତ କରିଥିଲେ। ସାଂସ୍କୃତିକ କାର୍ଯ୍ୟକ୍ରମ ପରିବେଷଣ କରାଯାଇଥିଲା। — [4, 479, 60, 519]
byline: ■ ପୁରୀ, ୧୧ା୨ (ନି.ପ୍ର): — [4, 652, 49, 657]
article-text: ଜାତୀୟ ବାଳିକା ଦିବସ ଅବସରରେ ସଚେତନତା ଶୋଭାଯାତ୍ରା ଓ ଆଲୋଚନା ଚକ୍ର ଆୟୋଜିତ ହୋଇଥିଲା। ବାଳିକା ଶିକ୍ଷା ଓ ସୁରକ୍ଷା ସମ୍ପର୍କରେ ବକ୍ତାମାନେ ମତ ରଖିଥିଲେ। — [186, 257, 264, 280]
article-text: ଧାନ କିଣାରେ ଅନିୟମିତତା ଅଭିଯୋଗରେ ପଞ୍ଚାୟତ ସ୍ତରୀୟ ଅଧିକାରୀଙ୍କୁ ଗିରଫ କରାଯାଇଛି। ପୁଲିସ ଘଟଣାର ତଦନ୍ତ ଜାରି ରଖିଛି। — [4, 753, 92, 770]
article-text: ବିଦ୍ୟାଳୟ ପରିସରରେ ଅନୁଷ୍ଠିତ ବାର୍ଷିକ ଉତ୍ସବରେ ମୁଖ୍ୟ ଅତିଥି ଭାବେ ଯୋଗଦେଇ ସ୍ଥାନୀୟ ବିଧାୟକ ଛାତ୍ରଛାତ୍ରୀଙ୍କୁ ଉତ୍ସାହିତ କରିଥିଲେ। ସାଂସ୍କୃତିକ କାର୍ଯ୍ୟକ୍ରମ ପରିବେଷଣ କରାଯାଇଥିଲା। — [186, 331, 272, 354]
article-text: ବିଦ୍ୟାଳୟ ପରିସରରେ ଅନୁଷ୍ଠିତ ବାର୍ଷିକ ଉତ୍ସବରେ ମୁଖ୍ୟ ଅତିଥି ଭାବେ ଯୋଗଦେଇ ସ୍ଥାନୀୟ ବିଧାୟକ ଛାତ୍ରଛାତ୍ରୀଙ୍କୁ ଉତ୍ସାହିତ କରିଥିଲେ। ସାଂସ୍କୃତିକ କାର୍ଯ୍ୟକ୍ରମ ପରିବେଷଣ କରାଯାଇଥିଲା। — [4, 513, 60, 558]
